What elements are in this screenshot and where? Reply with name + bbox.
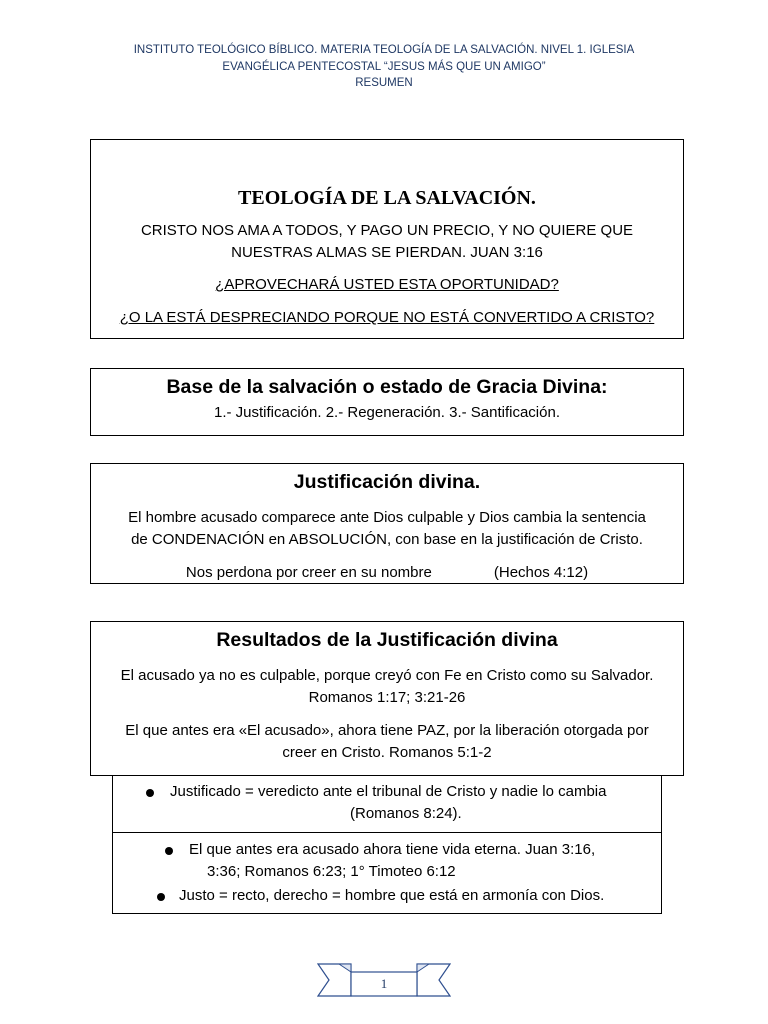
bullet-dot xyxy=(157,893,165,901)
righteous-definition: Justo = recto, derecho = hombre que está en armonía con Dios. xyxy=(179,887,605,904)
question-1 xyxy=(91,274,683,296)
header-line-2: EVANGÉLICA PENTECOSTAL “JESUS MÁS QUE UN AMIGO” xyxy=(222,60,546,73)
bullet-dot xyxy=(146,789,154,797)
eternal-life-line-2: 3:36; Romanos 6:23; 1° Timoteo 6:12 xyxy=(207,863,456,880)
bullet-dot xyxy=(165,847,173,855)
justification-title: Justificación divina. xyxy=(293,471,481,493)
question-2-text: ¿O LA ESTÁ DESPRECIANDO PORQUE NO ESTÁ CONVERTIDO A CRISTO? xyxy=(119,309,655,326)
justification-line-3 xyxy=(91,562,683,584)
righteous-bullet xyxy=(157,885,655,907)
verdict-bullet xyxy=(146,781,656,825)
verdict-line-2: (Romanos 8:24). xyxy=(350,805,462,822)
salvation-base-items: 1.- Justificación. 2.- Regeneración. 3.- Santificación. xyxy=(213,404,560,421)
document-header xyxy=(60,42,708,92)
results-p2-line-2: creer en Cristo. Romanos 5:1-2 xyxy=(282,744,492,761)
salvation-base-title: Base de la salvación o estado de Gracia Divina: xyxy=(166,376,608,398)
verdict-line-1: Justificado = veredicto ante el tribunal de Cristo y nadie lo cambia xyxy=(170,783,607,800)
results-p2-line-1: El que antes era «El acusado», ahora tiene PAZ, por la liberación otorgada por xyxy=(125,722,649,739)
header-line-1: INSTITUTO TEOLÓGICO BÍBLICO. MATERIA TEOLOGÍA DE LA SALVACIÓN. NIVEL 1. IGLESIA xyxy=(133,44,635,56)
justification-line-2: de CONDENACIÓN en ABSOLUCIÓN, con base en la justificación de Cristo. xyxy=(131,531,643,548)
intro-line-1: CRISTO NOS AMA A TODOS, Y PAGO UN PRECIO, Y NO QUIERE QUE xyxy=(140,222,634,239)
justification-forgiveness: Nos perdona por creer en su nombre xyxy=(185,564,432,581)
intro-line-2: NUESTRAS ALMAS SE PIERDAN. JUAN 3:16 xyxy=(231,244,543,261)
results-p1-line-2: Romanos 1:17; 3:21-26 xyxy=(308,689,466,706)
salvation-base-box xyxy=(90,368,684,436)
justification-line-1: El hombre acusado comparece ante Dios culpable y Dios cambia la sentencia xyxy=(128,509,646,526)
results-box xyxy=(90,621,684,776)
results-title: Resultados de la Justificación divina xyxy=(216,629,558,651)
intro-box xyxy=(90,139,684,339)
question-1-text: ¿APROVECHARÁ USTED ESTA OPORTUNIDAD? xyxy=(215,276,559,293)
justification-reference: (Hechos 4:12) xyxy=(493,564,589,581)
eternal-life-bullet xyxy=(165,839,655,883)
page-number: 1 xyxy=(380,976,388,991)
justification-box xyxy=(90,463,684,584)
eternal-life-line-1: El que antes era acusado ahora tiene vida eterna. Juan 3:16, xyxy=(189,841,596,858)
header-line-3: RESUMEN xyxy=(355,77,413,89)
main-title: TEOLOGÍA DE LA SALVACIÓN. xyxy=(238,187,536,209)
results-p1-line-1: El acusado ya no es culpable, porque creyó con Fe en Cristo como su Salvador. xyxy=(120,667,654,684)
question-2 xyxy=(91,307,683,329)
eternal-life-box xyxy=(112,832,662,914)
verdict-box xyxy=(112,775,662,833)
